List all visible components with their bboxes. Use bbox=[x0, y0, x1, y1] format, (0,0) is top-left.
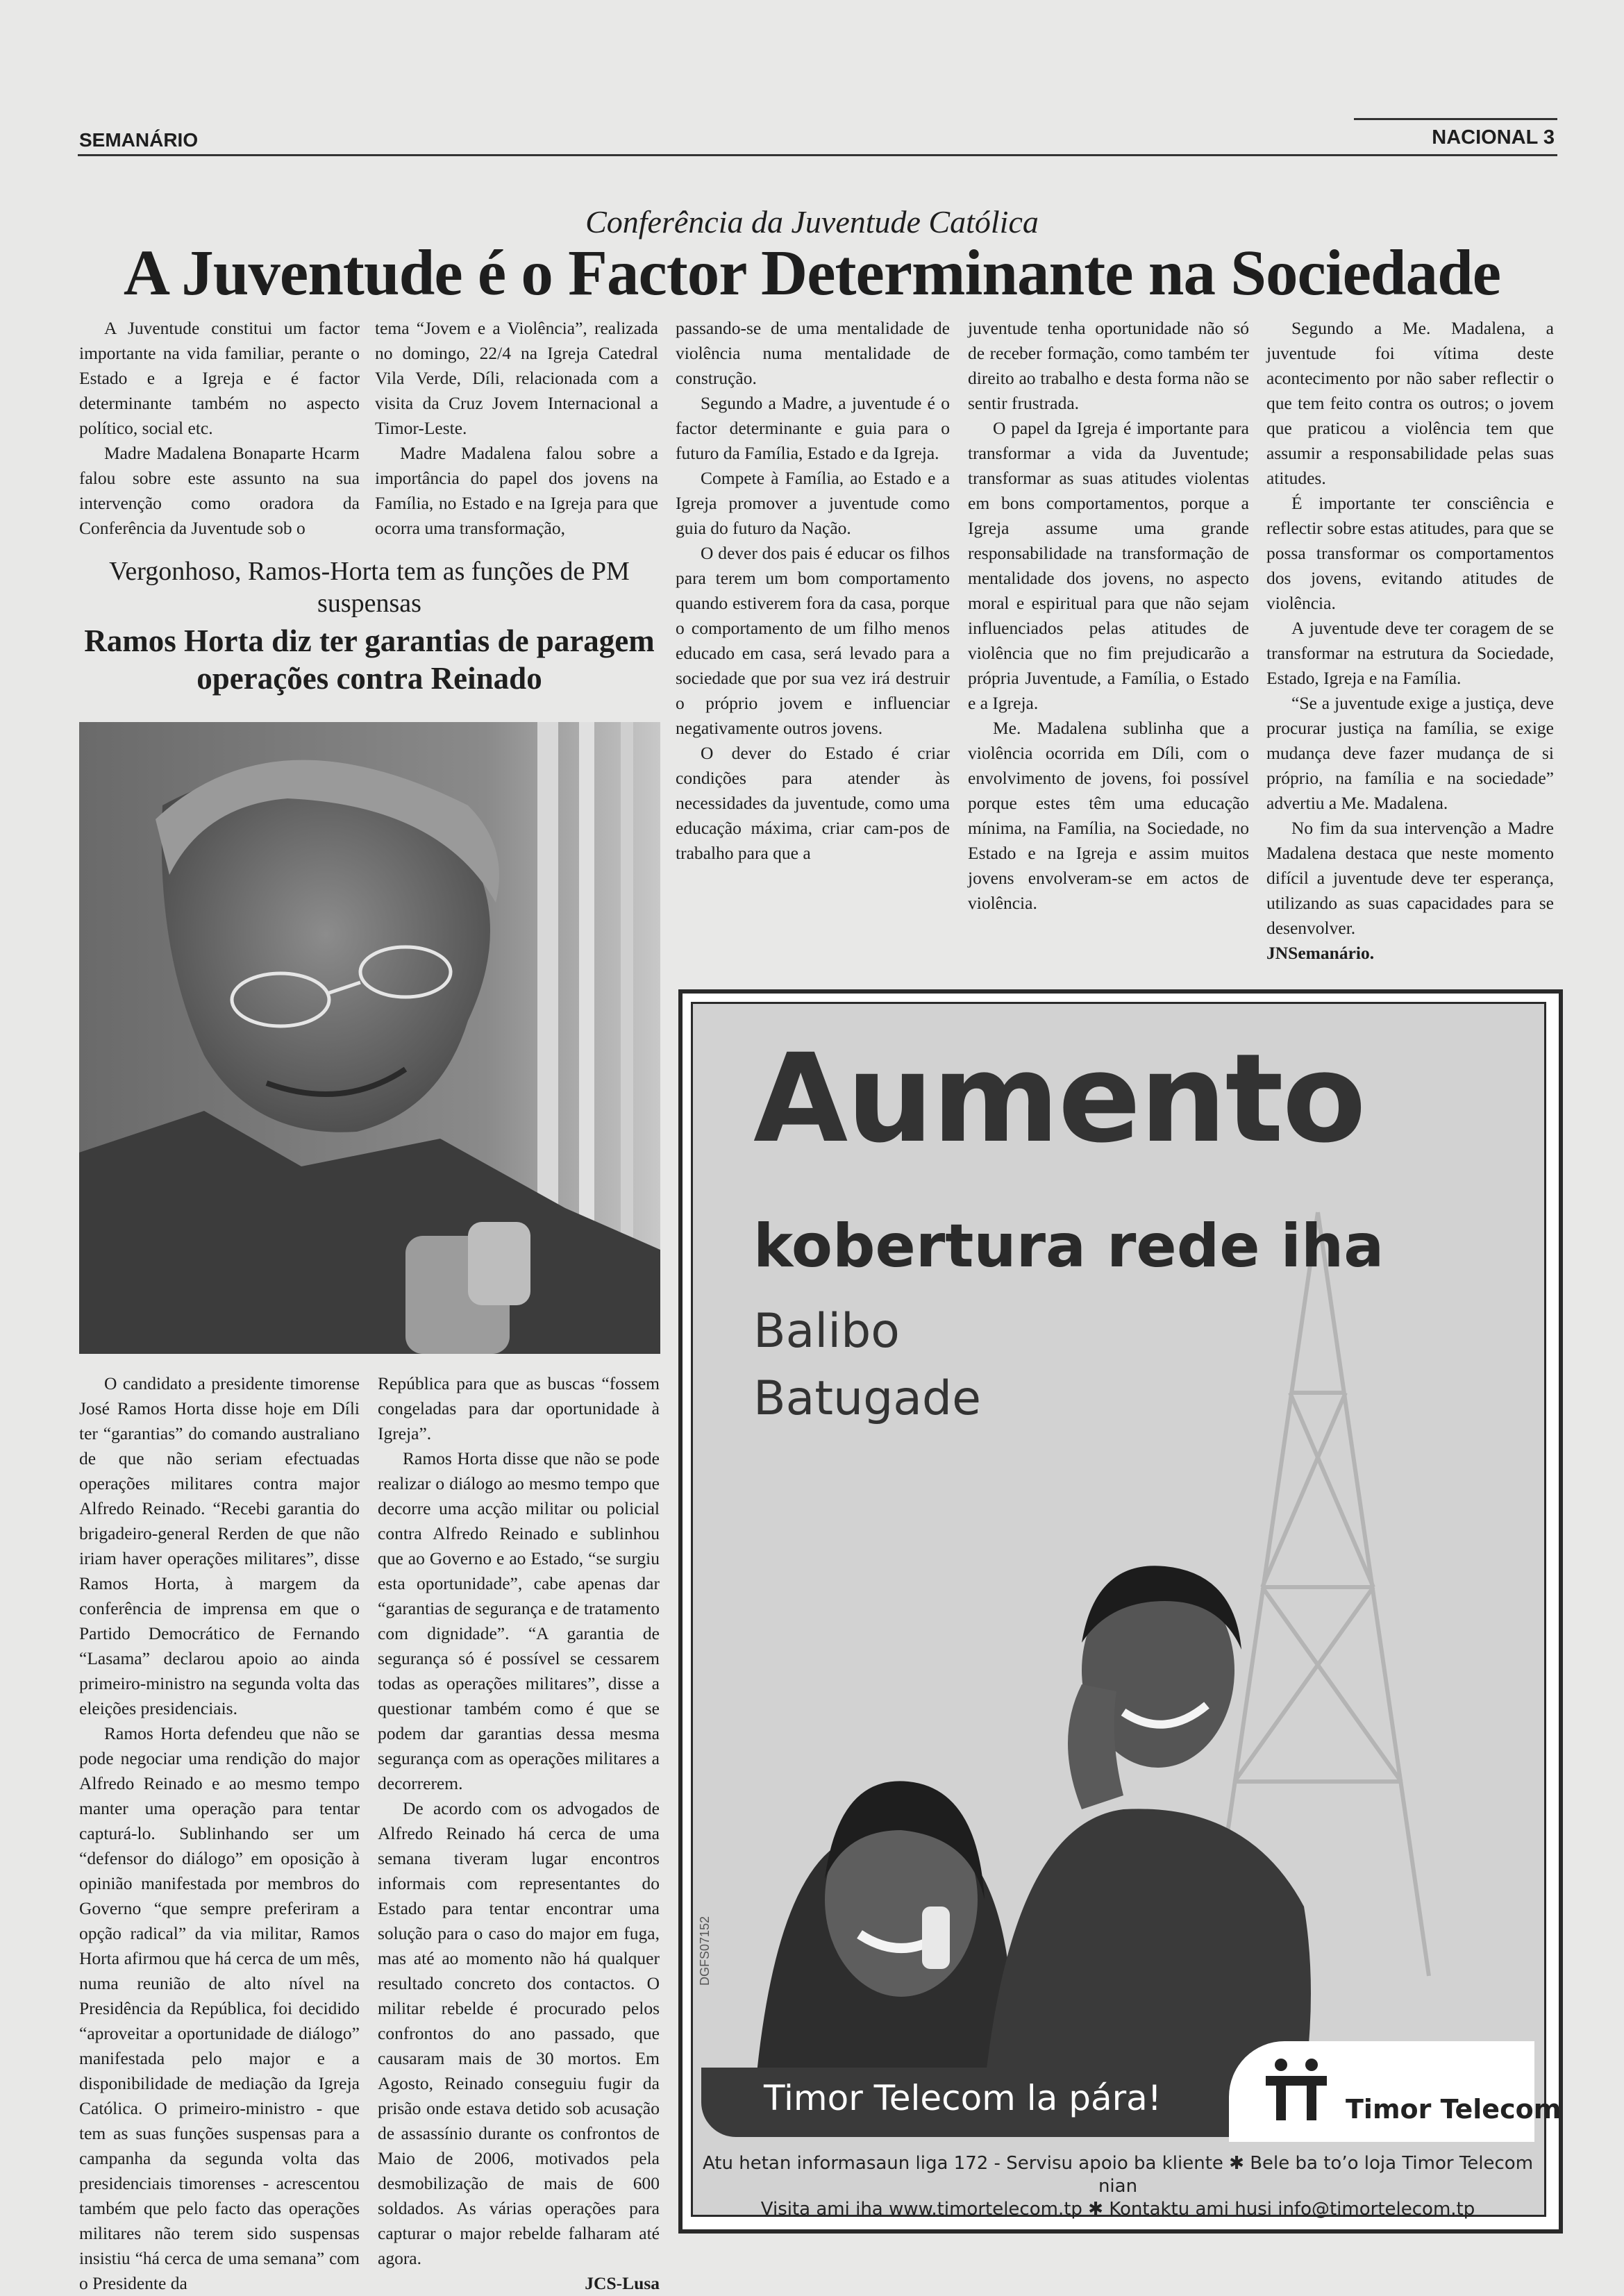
ad-background-illustration bbox=[693, 1004, 1544, 2215]
article2-column-2 bbox=[378, 1371, 660, 2296]
paragraph: “Se a juventude exige a justiça, deve procurar justiça na família, se exige mudança deve fazer mudança de si próprio, na família e na sociedade” advertiu a Me. Madalena. bbox=[1266, 693, 1554, 813]
paper-name: SEMANÁRIO bbox=[79, 129, 199, 151]
ad-subtitle: kobertura rede iha bbox=[753, 1212, 1384, 1281]
paragraph: tema “Jovem e a Violência”, realizada no domingo, 22/4 na Igreja Catedral Vila Verde, Díli, relacionada com a visita da Cruz Jovem Internacional a Timor-Leste. bbox=[375, 318, 658, 438]
timor-telecom-logo-icon bbox=[1260, 2055, 1337, 2125]
paragraph: juventude tenha oportunidade não só de receber formação, como também ter direito ao trabalho e desta forma não se sentir frustrada. bbox=[968, 318, 1249, 413]
paragraph: No fim da sua intervenção a Madre Madalena destaca que neste momento difícil a juventude deve ter esperança, utilizando as suas capacidades para se desenvolver. bbox=[1266, 818, 1554, 938]
article2-subhead: Vergonhoso, Ramos-Horta tem as funções de PM suspensas bbox=[109, 557, 630, 618]
advertisement bbox=[691, 1002, 1546, 2217]
ad-brand-name: Timor Telecom bbox=[1346, 2094, 1562, 2125]
paragraph: O dever do Estado é criar condições para atender às necessidades da juventude, como uma educação máxima, criar cam-pos de trabalho para que a bbox=[676, 743, 950, 863]
paragraph: O papel da Igreja é importante para transformar a vida da Juventude; transformar as suas atitudes violentas em bons comportamentos, porque a Igreja assume uma grande responsabilidade na transformação de mentalidade dos jovens, no aspecto moral e espiritual para que não sejam influenciados pelas atitudes de violência que no fim prejudicarão a própria Juventude, a Família, o Estado e a Igreja. bbox=[968, 418, 1249, 713]
paragraph: A juventude deve ter coragem de se transformar na estrutura da Sociedade, Estado, Igreja e na Família. bbox=[1266, 618, 1554, 688]
ad-title: Aumento bbox=[753, 1028, 1365, 1170]
ad-footer bbox=[701, 2152, 1534, 2221]
paragraph: O candidato a presidente timorense José Ramos Horta disse hoje em Díli ter “garantias” do comando australiano de que não seriam efectuadas operações militares contra major Alfredo Reinado. “Recebi garantia do brigadeiro-general Rerden de que não iriam haver operações militares”, disse Ramos Horta, à margem da conferência de imprensa em que o Partido Democrático de Fernando “Lasama” declarou apoio ao ainda primeiro-ministro na segunda volta das eleições presidenciais. bbox=[79, 1373, 360, 1718]
article1-column-5 bbox=[1266, 316, 1554, 966]
article1-signature: JNSemanário. bbox=[1266, 943, 1375, 963]
ad-footer-line-2: Visita ami iha www.timortelecom.tp ✱ Kontaktu ami husi info@timortelecom.tp bbox=[760, 2199, 1475, 2220]
paragraph: Segundo a Me. Madalena, a juventude foi vítima deste acontecimento por não saber reflectir o que tem feito contra os outros; o jovem que praticou a violência tem que assumir a responsabilidade pelas suas atitudes. bbox=[1266, 318, 1554, 488]
paragraph: O dever dos pais é educar os filhos para terem um bom comportamento quando estiverem fora da casa, porque o comportamento de um filho menos educado em casa, será levado para a sociedade que por sua vez irá destruir o próprio jovem e influenciar negativamente outros jovens. bbox=[676, 543, 950, 738]
portrait-photo bbox=[79, 722, 660, 1354]
ad-town-batugade: Batugade bbox=[753, 1371, 981, 1426]
article2-column-1 bbox=[79, 1371, 360, 2296]
paragraph: Ramos Horta disse que não se pode realizar o diálogo ao mesmo tempo que decorre uma acção militar ou policial contra Alfredo Reinado e sublinhou que ao Governo e ao Estado, “se surgiu esta oportunidade”, cabe apenas dar “garantias de segurança e de tratamento com dignidade”. “A garantia de segurança só é possível se cessarem todas as operações militares”, disse a questionar também como é que se podem dar garantias dessa mesma segurança com as operações militares a decorrerem. bbox=[378, 1448, 660, 1793]
paragraph: Compete à Família, ao Estado e a Igreja promover a juventude como guia do futuro da Nação. bbox=[676, 468, 950, 538]
header-rule-top bbox=[1354, 118, 1557, 120]
article1-column-3 bbox=[676, 316, 950, 866]
section-page-label: NACIONAL 3 bbox=[1432, 126, 1555, 149]
paragraph: De acordo com os advogados de Alfredo Reinado há cerca de uma semana tiveram lugar encontros informais com representantes do Estado para tentar encontrar uma solução para o caso do major em fuga, mas até ao momento não há qualquer resultado concreto dos contactos. O militar rebelde é procurado pelos confrontos do ano passado, que causaram mais de 30 mortos. Em Agosto, Reinado conseguiu fugir da prisão onde estava detido sob acusação de assassínio durante os confrontos de Maio de 2006, motivados pela desmobilização de mais de 600 soldados. As várias operações para capturar o major rebelde falharam até agora. bbox=[378, 1798, 660, 2268]
portrait-illustration bbox=[79, 722, 660, 1354]
article1-column-2 bbox=[375, 316, 658, 541]
paragraph: Segundo a Madre, a juventude é o factor determinante e guia para o futuro da Família, Estado e da Igreja. bbox=[676, 393, 950, 463]
article1-kicker: Conferência da Juventude Católica bbox=[585, 204, 1039, 240]
paragraph: Madre Madalena falou sobre a importância do papel dos jovens na Família, no Estado e na Igreja para que ocorra uma transformação, bbox=[375, 443, 658, 538]
header-rule bbox=[78, 154, 1557, 156]
ad-footer-line-1: Atu hetan informasaun liga 172 - Servisu apoio ba kliente ✱ Bele ba to’o loja Timor Telecom nian bbox=[702, 2153, 1534, 2197]
ad-code: DGFS07152 bbox=[698, 1916, 712, 1986]
article2-signature: JCS-Lusa bbox=[585, 2273, 660, 2293]
article1-headline: A Juventude é o Factor Determinante na Sociedade bbox=[123, 237, 1501, 309]
article2-headline: Ramos Horta diz ter garantias de paragem operações contra Reinado bbox=[84, 623, 655, 696]
paragraph: Madre Madalena Bonaparte Hcarm falou sobre este assunto na sua intervenção como oradora da Conferência da Juventude sob o bbox=[79, 443, 360, 538]
paragraph: É importante ter consciência e reflectir sobre estas atitudes, para que se possa transformar os comportamentos dos jovens, evitando atitudes de violência. bbox=[1266, 493, 1554, 613]
article1-column-4 bbox=[968, 316, 1249, 916]
paragraph: A Juventude constitui um factor importante na vida familiar, perante o Estado e a Igreja e é factor determinante também no aspecto político, social etc. bbox=[79, 318, 360, 438]
paragraph: Me. Madalena sublinha que a violência ocorrida em Díli, com o envolvimento de jovens, foi possível porque estes têm uma educação mínima, na Família, na Sociedade, no Estado e na Igreja e assim muitos jovens envolveram-se em actos de violência. bbox=[968, 718, 1249, 913]
paragraph: passando-se de uma mentalidade de violência numa mentalidade de construção. bbox=[676, 318, 950, 388]
paragraph: Ramos Horta defendeu que não se pode negociar uma rendição do major Alfredo Reinado e ao mesmo tempo manter uma operação para tentar capturá-lo. Sublinhando ser um “defensor do diálogo” em oposição à opinião manifestada por membros do Governo “que sempre preferiram a opção radical” da via militar, Ramos Horta afirmou que há cerca de um mês, numa reunião de alto nível na Presidência da República, foi decidido “aproveitar a oportunidade de diálogo” manifestada pelo major e a disponibilidade de mediação da Igreja Católica. O primeiro-ministro - que tem as suas funções suspensas para a campanha da segunda volta das presidenciais timorenses - acrescentou também que pelo facto das operações militares não terem sido suspensas insistiu “há cerca de uma semana” com o Presidente da bbox=[79, 1723, 360, 2293]
ad-town-balibo: Balibo bbox=[753, 1304, 900, 1359]
paragraph: República para que as buscas “fossem congeladas para dar oportunidade à Igreja”. bbox=[378, 1373, 660, 1443]
article1-column-1 bbox=[79, 316, 360, 541]
ad-slogan: Timor Telecom la pára! bbox=[764, 2078, 1162, 2118]
